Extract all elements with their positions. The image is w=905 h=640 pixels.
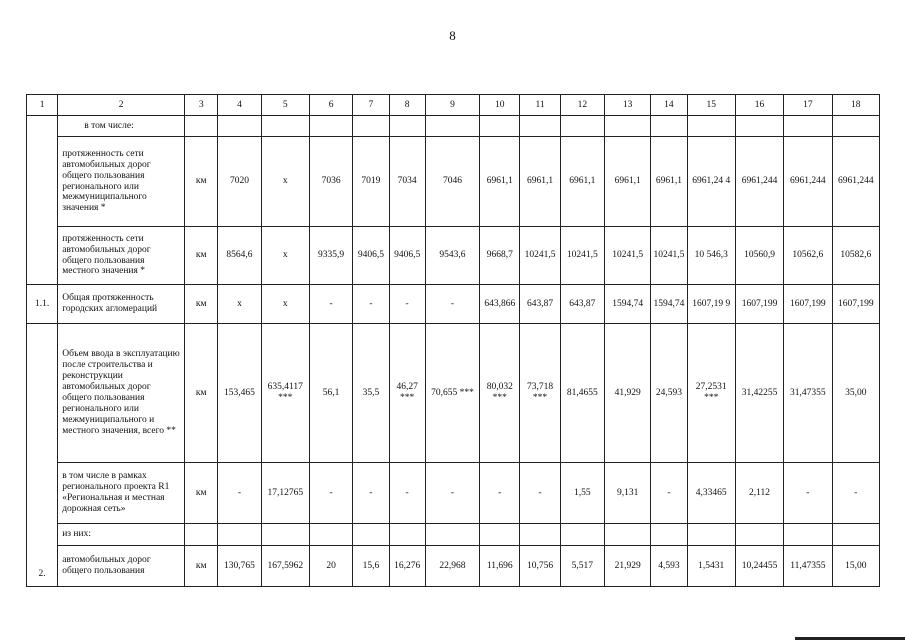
table-cell: [651, 524, 687, 546]
table-cell: [687, 524, 735, 546]
value-cell: 6961,1: [651, 137, 687, 227]
table-cell: [651, 116, 687, 137]
row-description: Объем ввода в эксплуатацию после строительства и реконструкции автомобильных дорог общего пользования регионального или межмуниципального и местного значения, всего **: [58, 324, 185, 463]
value-cell: 10241,5: [560, 227, 604, 285]
value-cell: 643,866: [480, 285, 520, 324]
value-cell: 1607,19 9: [687, 285, 735, 324]
table-cell: [309, 524, 352, 546]
header-cell: 11: [520, 95, 560, 116]
value-cell: 70,655 ***: [425, 324, 479, 463]
table-cell: [687, 116, 735, 137]
value-cell: -: [425, 285, 479, 324]
value-cell: х: [218, 285, 261, 324]
value-cell: 17,12765: [261, 463, 309, 524]
table-cell: [218, 116, 261, 137]
table-row: [27, 546, 880, 587]
value-cell: 16,276: [389, 546, 425, 587]
value-cell: 10241,5: [651, 227, 687, 285]
value-cell: -: [353, 463, 389, 524]
value-cell: 7034: [389, 137, 425, 227]
value-cell: -: [389, 463, 425, 524]
value-cell: 24,593: [651, 324, 687, 463]
value-cell: 9,131: [604, 463, 650, 524]
value-cell: 81,4655: [560, 324, 604, 463]
header-cell: 6: [309, 95, 352, 116]
header-cell: 2: [58, 95, 185, 116]
value-cell: 27,2531 ***: [687, 324, 735, 463]
value-cell: -: [218, 463, 261, 524]
value-cell: 130,765: [218, 546, 261, 587]
value-cell: 2,112: [735, 463, 783, 524]
value-cell: 6961,244: [832, 137, 879, 227]
value-cell: 6961,1: [560, 137, 604, 227]
value-cell: 31,42255: [735, 324, 783, 463]
value-cell: 1607,199: [832, 285, 879, 324]
value-cell: 1,55: [560, 463, 604, 524]
table-cell: [261, 524, 309, 546]
value-cell: 9406,5: [389, 227, 425, 285]
header-cell: 5: [261, 95, 309, 116]
unit-cell: км: [185, 324, 218, 463]
value-cell: 1594,74: [604, 285, 650, 324]
table-cell: [520, 116, 560, 137]
value-cell: 11,696: [480, 546, 520, 587]
value-cell: 80,032 ***: [480, 324, 520, 463]
row-description: в том числе в рамках регионального проекта R1 «Региональная и местная дорожная сеть»: [58, 463, 185, 524]
row-description: в том числе:: [58, 116, 185, 137]
value-cell: -: [425, 463, 479, 524]
value-cell: 6961,1: [520, 137, 560, 227]
value-cell: 643,87: [560, 285, 604, 324]
table-cell: [353, 116, 389, 137]
value-cell: 7046: [425, 137, 479, 227]
value-cell: 20: [309, 546, 352, 587]
table-cell: [425, 116, 479, 137]
table-row: [27, 324, 880, 463]
value-cell: 10 546,3: [687, 227, 735, 285]
value-cell: -: [353, 285, 389, 324]
table-row: [27, 116, 880, 137]
table-cell: [560, 524, 604, 546]
value-cell: 35,5: [353, 324, 389, 463]
value-cell: 1,5431: [687, 546, 735, 587]
value-cell: 9668,7: [480, 227, 520, 285]
table-cell: [735, 116, 783, 137]
value-cell: -: [784, 463, 832, 524]
value-cell: 643,87: [520, 285, 560, 324]
row-description: протяженность сети автомобильных дорог общего пользования местного значения *: [58, 227, 185, 285]
header-cell: 12: [560, 95, 604, 116]
table-cell: [604, 524, 650, 546]
header-cell: 15: [687, 95, 735, 116]
table-cell: [261, 116, 309, 137]
value-cell: 22,968: [425, 546, 479, 587]
value-cell: 21,929: [604, 546, 650, 587]
row-description: из них:: [58, 524, 185, 546]
value-cell: 6961,24 4: [687, 137, 735, 227]
value-cell: 6961,244: [735, 137, 783, 227]
table-row: [27, 227, 880, 285]
table-cell: [784, 524, 832, 546]
table-cell: [604, 116, 650, 137]
value-cell: 1607,199: [735, 285, 783, 324]
table-cell: [309, 116, 352, 137]
value-cell: х: [261, 137, 309, 227]
value-cell: 10562,6: [784, 227, 832, 285]
page-number: 8: [449, 28, 456, 43]
table-cell: [389, 524, 425, 546]
value-cell: 7019: [353, 137, 389, 227]
table-cell: [832, 524, 879, 546]
table-cell: [425, 524, 479, 546]
value-cell: 10241,5: [604, 227, 650, 285]
value-cell: 15,00: [832, 546, 879, 587]
unit-cell: км: [185, 546, 218, 587]
header-cell: 3: [185, 95, 218, 116]
value-cell: 10,24455: [735, 546, 783, 587]
value-cell: 9543,6: [425, 227, 479, 285]
value-cell: -: [480, 463, 520, 524]
value-cell: 10582,6: [832, 227, 879, 285]
data-table: [26, 94, 880, 587]
table-cell: [185, 524, 218, 546]
unit-cell: км: [185, 137, 218, 227]
value-cell: 8564,6: [218, 227, 261, 285]
value-cell: 635,4117 ***: [261, 324, 309, 463]
table-cell: [520, 524, 560, 546]
unit-cell: км: [185, 285, 218, 324]
header-cell: 8: [389, 95, 425, 116]
row-description: протяженность сети автомобильных дорог общего пользования регионального или межмуниципального значения *: [58, 137, 185, 227]
table-cell: [389, 116, 425, 137]
row-number-cell: [27, 116, 58, 285]
value-cell: -: [832, 463, 879, 524]
table-cell: [185, 116, 218, 137]
value-cell: -: [309, 463, 352, 524]
table-cell: [480, 116, 520, 137]
value-cell: 4,33465: [687, 463, 735, 524]
header-cell: 1: [27, 95, 58, 116]
value-cell: 73,718 ***: [520, 324, 560, 463]
value-cell: х: [261, 227, 309, 285]
header-cell: 17: [784, 95, 832, 116]
table-row: [27, 463, 880, 524]
value-cell: 41,929: [604, 324, 650, 463]
value-cell: 153,465: [218, 324, 261, 463]
value-cell: 31,47355: [784, 324, 832, 463]
value-cell: 1594,74: [651, 285, 687, 324]
table-cell: [735, 524, 783, 546]
value-cell: 6961,1: [604, 137, 650, 227]
value-cell: -: [389, 285, 425, 324]
header-cell: 10: [480, 95, 520, 116]
table-cell: [480, 524, 520, 546]
value-cell: 167,5962: [261, 546, 309, 587]
value-cell: 10241,5: [520, 227, 560, 285]
unit-cell: км: [185, 227, 218, 285]
table-row: [27, 524, 880, 546]
row-number-cell: 2.: [27, 324, 58, 587]
table-cell: [560, 116, 604, 137]
value-cell: -: [520, 463, 560, 524]
header-cell: 9: [425, 95, 479, 116]
row-number-cell: 1.1.: [27, 285, 58, 324]
value-cell: 6961,1: [480, 137, 520, 227]
value-cell: 56,1: [309, 324, 352, 463]
header-cell: 13: [604, 95, 650, 116]
header-cell: 4: [218, 95, 261, 116]
header-row: [27, 95, 880, 116]
value-cell: 10560,9: [735, 227, 783, 285]
table-cell: [784, 116, 832, 137]
value-cell: 9335,9: [309, 227, 352, 285]
table-cell: [353, 524, 389, 546]
table-row: [27, 285, 880, 324]
value-cell: 35,00: [832, 324, 879, 463]
value-cell: х: [261, 285, 309, 324]
row-description: автомобильных дорог общего пользования: [58, 546, 185, 587]
header-cell: 7: [353, 95, 389, 116]
table-cell: [832, 116, 879, 137]
table-cell: [218, 524, 261, 546]
header-cell: 14: [651, 95, 687, 116]
value-cell: -: [651, 463, 687, 524]
value-cell: 4,593: [651, 546, 687, 587]
value-cell: 11,47355: [784, 546, 832, 587]
value-cell: 7036: [309, 137, 352, 227]
unit-cell: км: [185, 463, 218, 524]
value-cell: 7020: [218, 137, 261, 227]
value-cell: 46,27 ***: [389, 324, 425, 463]
value-cell: 15,6: [353, 546, 389, 587]
value-cell: 5,517: [560, 546, 604, 587]
value-cell: -: [309, 285, 352, 324]
header-cell: 16: [735, 95, 783, 116]
table-row: [27, 137, 880, 227]
value-cell: 6961,244: [784, 137, 832, 227]
value-cell: 1607,199: [784, 285, 832, 324]
value-cell: 10,756: [520, 546, 560, 587]
row-description: Общая протяженность городских агломераций: [58, 285, 185, 324]
value-cell: 9406,5: [353, 227, 389, 285]
header-cell: 18: [832, 95, 879, 116]
